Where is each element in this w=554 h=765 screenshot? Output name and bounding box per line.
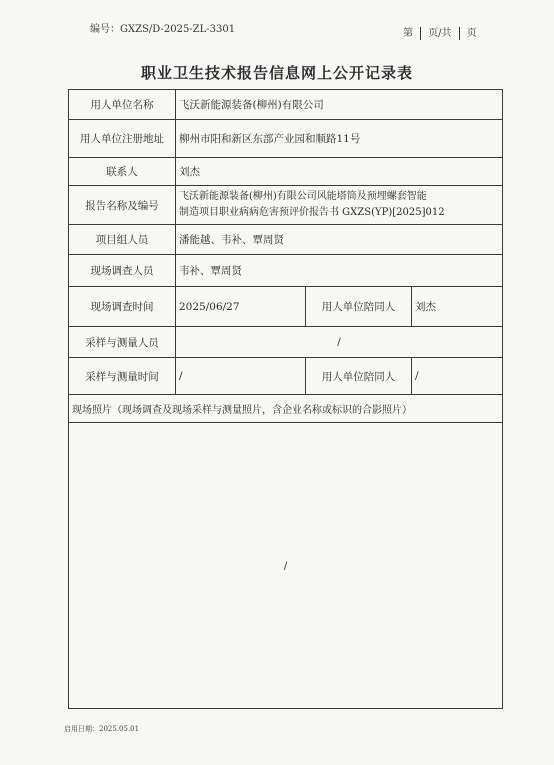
row-survey-time [69,287,503,327]
sampling-staff-value: / [176,327,503,358]
contact-value: 刘杰 [176,158,503,186]
survey-companion-value: 刘杰 [412,287,503,327]
report-value-line1: 飞沃新能源装备(柳州)有限公司风能塔筒及预埋螺套智能 [179,191,427,202]
photos-label: 现场照片（现场调查及现场采样与测量照片，含企业名称或标识的合影照片） [69,395,503,423]
page-prefix: 第 [403,28,413,39]
survey-companion-label: 用人单位陪同人 [306,287,412,327]
page-number [403,24,477,40]
row-survey-staff [69,255,503,287]
photos-value: / [69,423,503,709]
sampling-companion-label: 用人单位陪同人 [306,358,412,395]
row-sampling-staff [69,327,503,358]
row-unit-name [69,90,503,120]
document-code: 编号：GXZS/D-2025-ZL-3301 [90,24,236,35]
survey-staff-label: 现场调查人员 [69,255,176,287]
row-address [69,120,503,158]
unit-name-label: 用人单位名称 [69,90,176,120]
report-value-line2: 制造项目职业病病危害预评价报告书 GXZS(YP)[2025]012 [179,207,445,218]
team-label: 项目组人员 [69,225,176,255]
survey-time-value: 2025/06/27 [176,287,306,327]
sampling-staff-label: 采样与测量人员 [69,327,176,358]
report-value [176,186,503,225]
team-value: 潘能越、韦补、覃周贤 [176,225,503,255]
row-contact [69,158,503,186]
contact-label: 联系人 [69,158,176,186]
row-team [69,225,503,255]
survey-time-label: 现场调查时间 [69,287,176,327]
page-mid: 页/共 [428,28,452,39]
unit-name-value: 飞沃新能源装备(柳州)有限公司 [176,90,503,120]
enable-date: 启用日期：2025.05.01 [64,725,140,733]
record-table [68,89,503,709]
page-title: 职业卫生技术报告信息网上公开记录表 [140,64,413,82]
address-value: 柳州市阳和新区东部产业园和顺路11号 [176,120,503,158]
page-divider [420,27,421,40]
page-divider [459,27,460,40]
survey-staff-value: 韦补、覃周贤 [176,255,503,287]
sampling-time-value: / [176,358,306,395]
report-label: 报告名称及编号 [69,186,176,225]
address-label: 用人单位注册地址 [69,120,176,158]
page-suffix: 页 [466,28,477,39]
row-photos-area [69,423,503,709]
row-report [69,186,503,225]
sampling-time-label: 采样与测量时间 [69,358,176,395]
sampling-companion-value: / [412,358,503,395]
row-sampling-time [69,358,503,395]
row-photos-header [69,395,503,423]
